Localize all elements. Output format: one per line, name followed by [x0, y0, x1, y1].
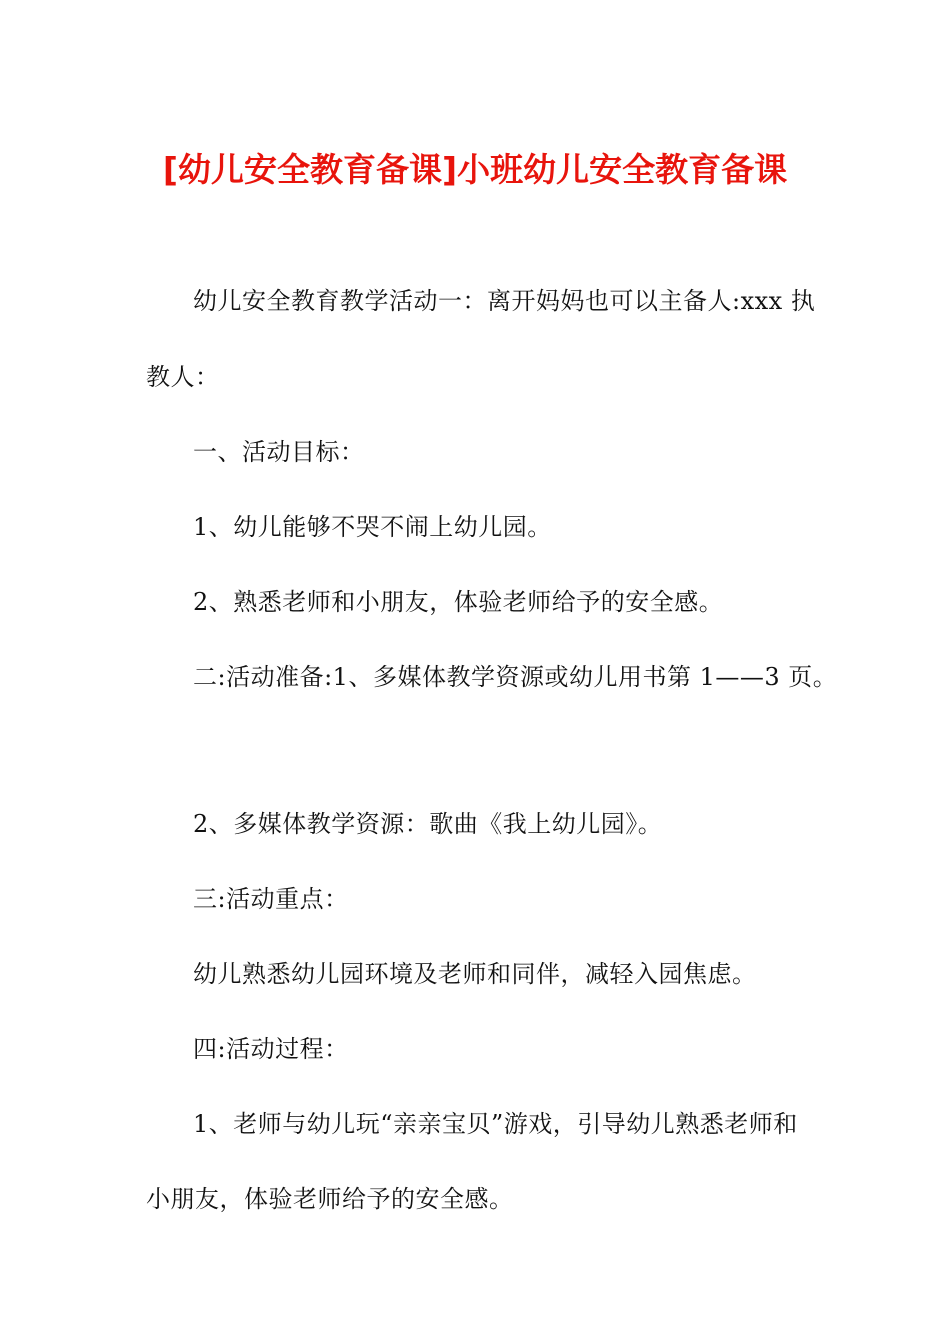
process-item-1-line-2: 小朋友，体验老师给予的安全感。	[146, 1185, 514, 1213]
document-title: [幼儿安全教育备课]小班幼儿安全教育备课	[162, 150, 788, 189]
key-points-text: 幼儿熟悉幼儿园环境及老师和同伴，减轻入园焦虑。	[193, 960, 757, 988]
goal-item-2: 2、熟悉老师和小朋友，体验老师给予的安全感。	[193, 588, 724, 616]
goal-item-1: 1、幼儿能够不哭不闹上幼儿园。	[193, 513, 552, 541]
section-heading-key-points: 三:活动重点：	[193, 885, 349, 913]
preparation-item-2: 2、多媒体教学资源：歌曲《我上幼儿园》。	[193, 810, 663, 838]
paragraph-intro-line-2: 教人：	[146, 363, 220, 391]
process-item-1-line-1: 1、老师与幼儿玩“亲亲宝贝”游戏，引导幼儿熟悉老师和	[193, 1110, 798, 1138]
section-heading-goals: 一、活动目标：	[193, 438, 365, 466]
section-heading-preparation: 二:活动准备:1、多媒体教学资源或幼儿用书第 1——3 页。	[193, 663, 838, 691]
section-heading-process: 四:活动过程：	[193, 1035, 349, 1063]
paragraph-intro-line-1: 幼儿安全教育教学活动一：离开妈妈也可以主备人:xxx 执	[193, 287, 816, 315]
